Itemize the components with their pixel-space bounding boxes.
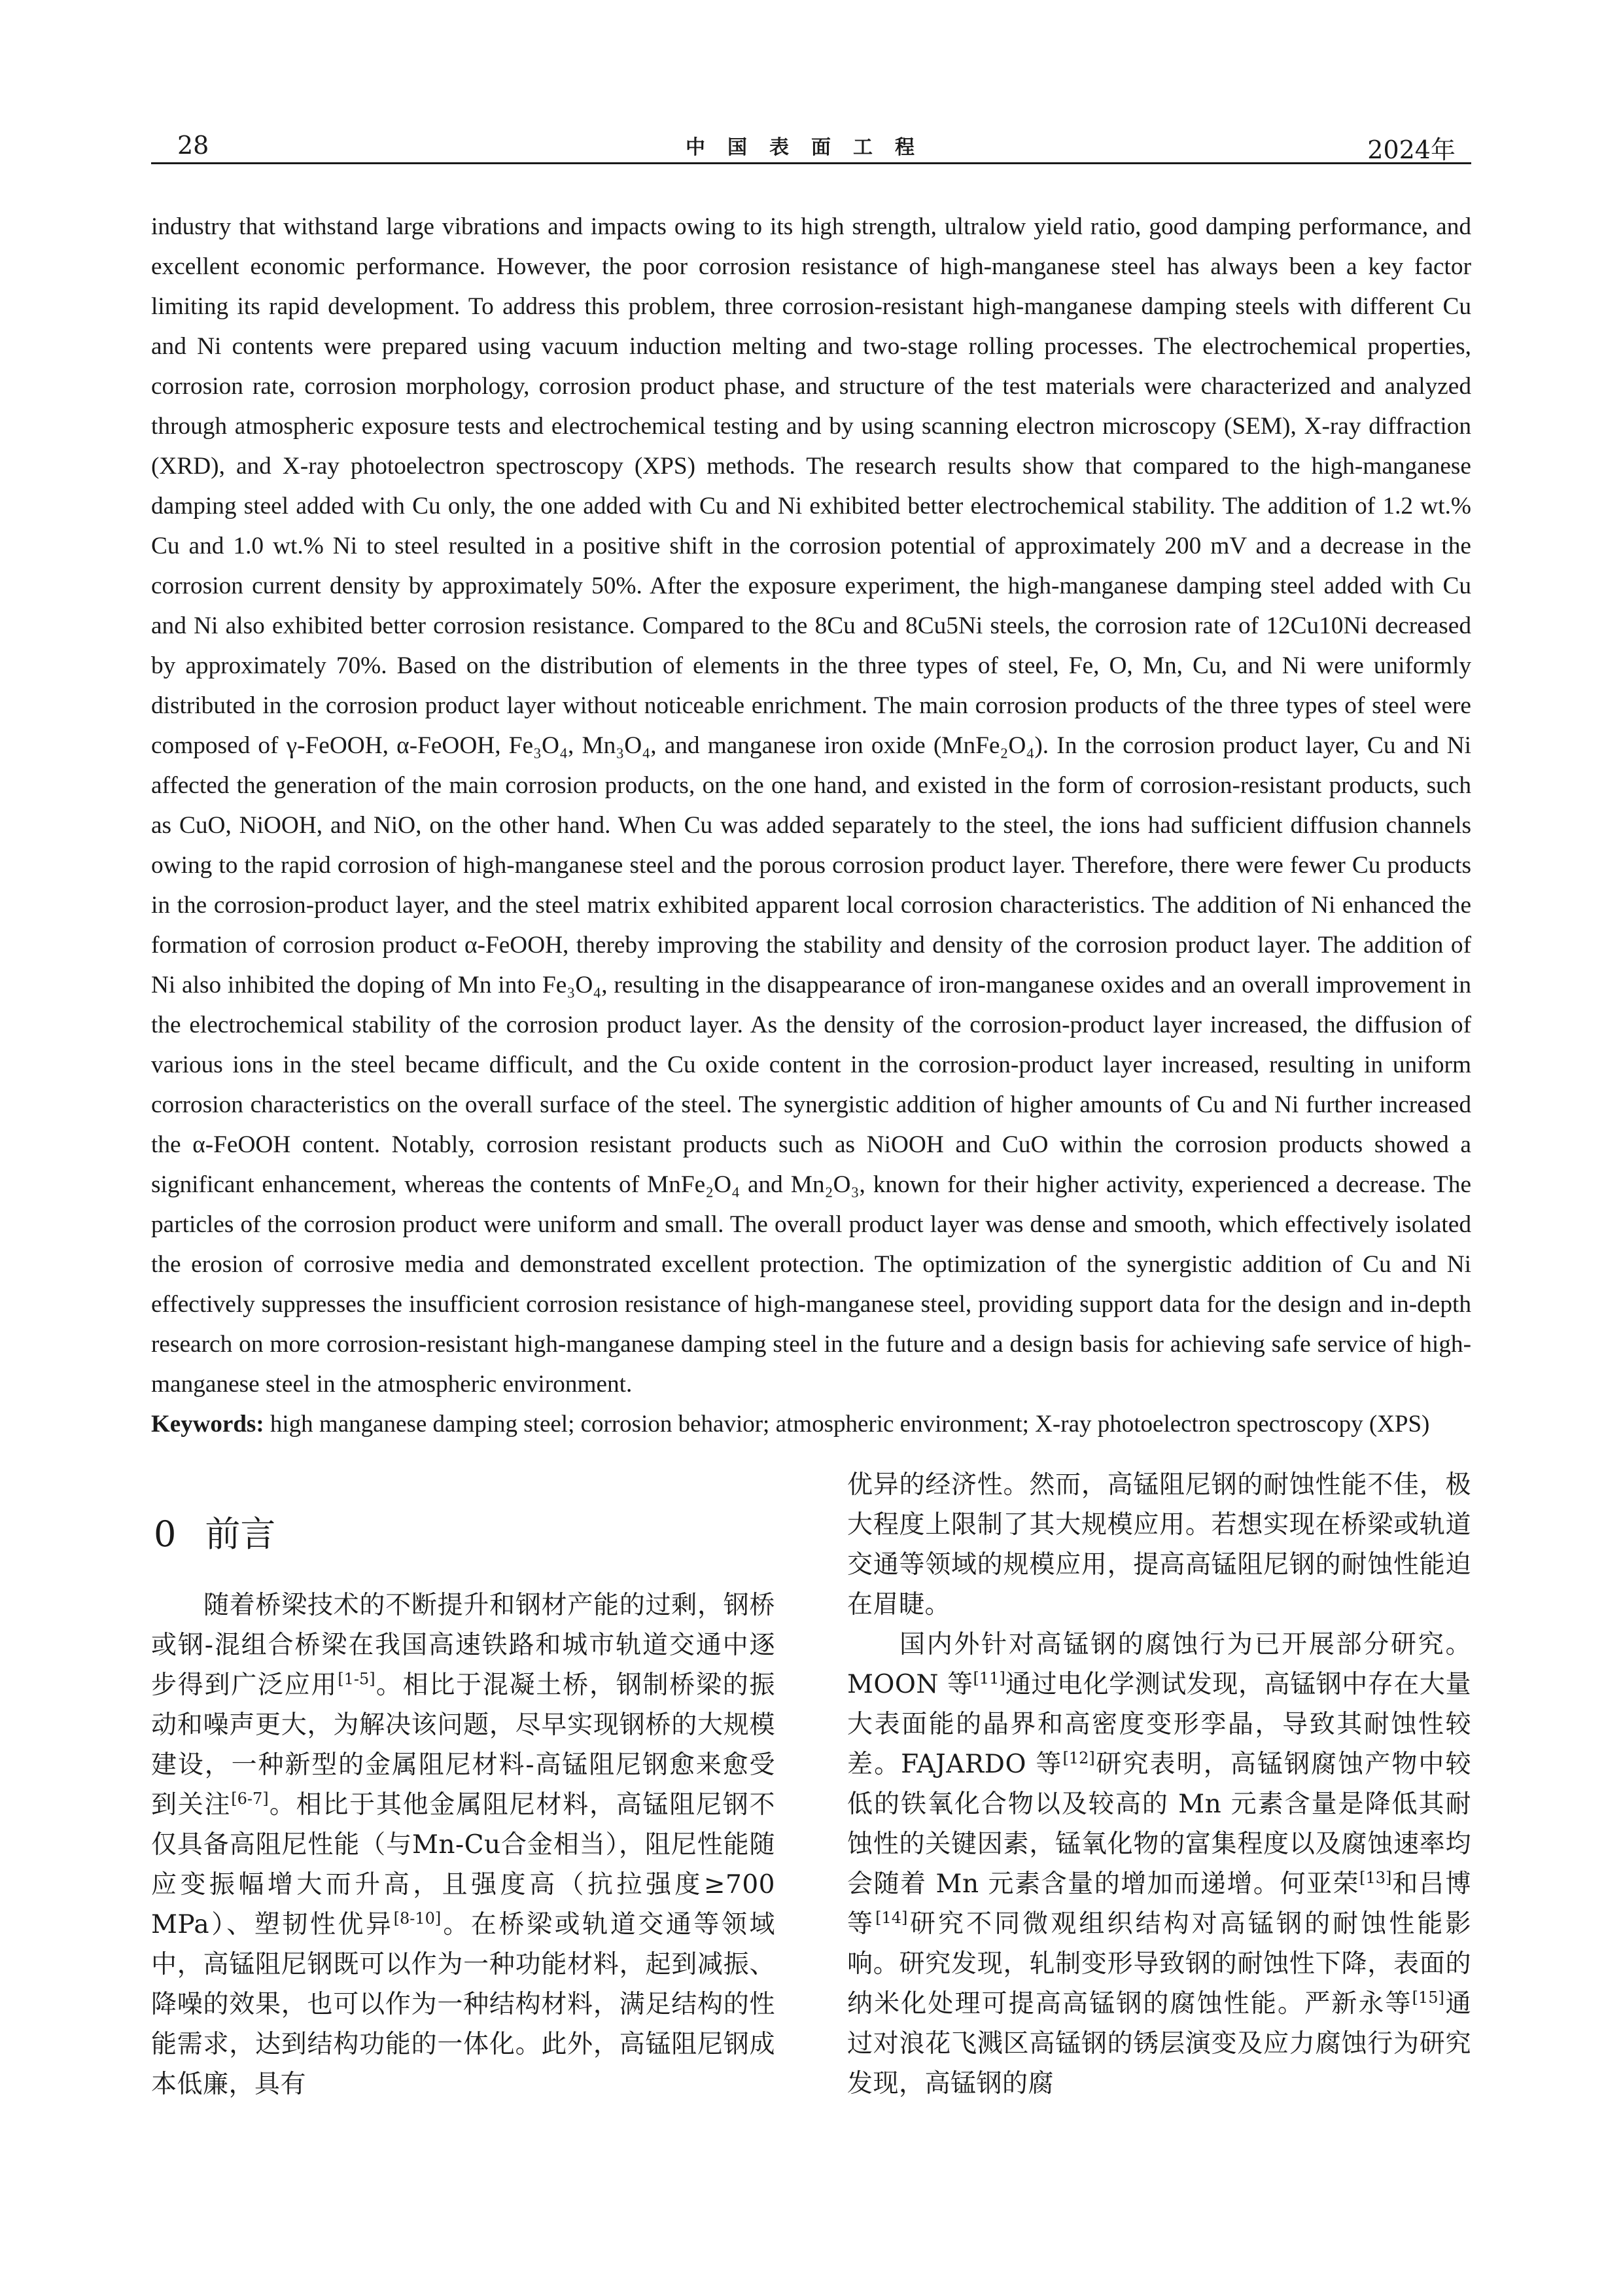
section-heading — [154, 1507, 775, 1562]
citation: [6-7] — [231, 1790, 269, 1808]
text-run: 通过电化学测试发现，高锰钢中存在大量大表面能的晶界和高密度变形孪晶，导致其耐蚀性较差。FAJARDO 等 — [847, 1670, 1471, 1779]
citation: [13] — [1359, 1869, 1392, 1887]
text-run: 和吕博等 — [847, 1869, 1471, 1939]
keywords-line — [151, 1404, 1471, 1444]
citation: [8-10] — [393, 1909, 442, 1928]
right-column — [847, 1465, 1471, 2104]
text-run: 。在桥梁或轨道交通等领域中，高锰阻尼钢既可以作为一种功能材料，起到减振、降噪的效果，也可以作为一种结构材料，满足结构的性能需求，达到结构功能的一体化。此外，高锰阻尼钢成本低廉，具有 — [151, 1910, 775, 2099]
text-run: 。相比于其他金属阻尼材料，高锰阻尼钢不仅具备高阻尼性能（与Mn-Cu合金相当），阻尼性能随应变振幅增大而升高，且强度高（抗拉强度≥700 MPa）、塑韧性优异 — [151, 1790, 775, 1939]
citation: [1-5] — [338, 1670, 375, 1688]
text-run: 随着桥梁技术的不断提升和钢材产能的过剩，钢桥或钢-混组合桥梁在我国高速铁路和城市轨道交通中逐步得到广泛应用 — [151, 1591, 775, 1700]
running-header — [151, 122, 1471, 168]
intro-paragraph-1 — [151, 1585, 775, 2104]
text-run: 研究不同微观组织结构对高锰钢的耐蚀性能影响。研究发现，轧制变形导致钢的耐蚀性下降，表面的纳米化处理可提高高锰钢的腐蚀性能。严新永等 — [847, 1909, 1471, 2019]
citation: [14] — [875, 1909, 908, 1927]
citation: [15] — [1412, 1988, 1444, 2007]
intro-paragraph-1-continued: 优异的经济性。然而，高锰阻尼钢的耐蚀性能不佳，极大程度上限制了其大规模应用。若想实现在桥梁或轨道交通等领域的规模应用，提高高锰阻尼钢的耐蚀性能迫在眉睫。 — [847, 1470, 1471, 1619]
text-run: 。相比于混凝土桥，钢制桥梁的振动和噪声更大，为解决该问题，尽早实现钢桥的大规模建设，一种新型的金属阻尼材料-高锰阻尼钢愈来愈受到关注 — [151, 1670, 775, 1820]
keywords-text: high manganese damping steel; corrosion behavior; atmospheric environment; X-ray photoelectron spectroscopy (XPS) — [270, 1411, 1430, 1438]
citation: [11] — [973, 1669, 1005, 1687]
intro-paragraph-2 — [847, 1625, 1471, 2104]
section-title: 前言 — [205, 1513, 276, 1555]
abstract-body — [151, 207, 1471, 1404]
citation: [12] — [1062, 1749, 1095, 1767]
page-number: 28 — [177, 131, 209, 160]
abstract-text: industry that withstand large vibrations and impacts owing to its high strength, ultralow yield ratio, good damping performance, and excellent economic performance. However, the poor corrosion resistance of high-manganese steel has always been a key factor limiting its rapid development. To address this problem, three corrosion-resistant high-manganese damping steels with different Cu and Ni contents were prepared using vacuum induction melting and two-stage rolling processes. The electrochemical properties, corrosion rate, corrosion morphology, corrosion product phase, and structure of the test materials were characterized and analyzed through atmospheric exposure tests and electrochemical testing and by using scanning electron microscopy (SEM), X-ray diffraction (XRD), and X-ray photoelectron spectroscopy (XPS) methods. The research results show that compared to the high-manganese damping steel added with Cu only, the one added with Cu and Ni exhibited better electrochemical stability. The addition of 1.2 wt.% Cu and 1.0 wt.% Ni to steel resulted in a positive shift in the corrosion potential of approximately 200 mV and a decrease in the corrosion current density by approximately 50%. After the exposure experiment, the high-manganese damping steel added with Cu and Ni also exhibited better corrosion resistance. Compared to the 8Cu and 8Cu5Ni steels, the corrosion rate of 12Cu10Ni decreased by approximately 70%. Based on the distribution of elements in the three types of steel, Fe, O, Mn, Cu, and Ni were uniformly distributed in the corrosion product layer without noticeable enrichment. The main corrosion products of the three types of steel were composed of γ-FeOOH, α-FeOOH, Fe₃O₄, Mn₃O₄, and manganese iron oxide (MnFe₂O₄). In the corrosion product layer, Cu and Ni affected the generation of the main corrosion products, on the one hand, and existed in the form of corrosion-resistant products, such as CuO, NiOOH, and NiO, on the other hand. When Cu was added separately to the steel, the ions had sufficient diffusion channels owing to the rapid corrosion of high-manganese steel and the porous corrosion product layer. Therefore, there were fewer Cu products in the corrosion-product layer, and the steel matrix exhibited apparent local corrosion characteristics. The addition of Ni enhanced the formation of corrosion product α-FeOOH, thereby improving the stability and density of the corrosion product layer. The addition of Ni also inhibited the doping of Mn into Fe₃O₄, resulting in the disappearance of iron-manganese oxides and an overall improvement in the electrochemical stability of the corrosion product layer. As the density of the corrosion-product layer increased, the diffusion of various ions in the steel became difficult, and the Cu oxide content in the corrosion-product layer increased, resulting in uniform corrosion characteristics on the overall surface of the steel. The synergistic addition of higher amounts of Cu and Ni further increased the α-FeOOH content. Notably, corrosion resistant products such as NiOOH and CuO within the corrosion products showed a significant enhancement, whereas the contents of MnFe₂O₄ and Mn₂O₃, known for their higher activity, experienced a decrease. The particles of the corrosion product were uniform and small. The overall product layer was dense and smooth, which effectively isolated the erosion of corrosive media and demonstrated excellent protection. The optimization of the synergistic addition of Cu and Ni effectively suppresses the insufficient corrosion resistance of high-manganese steel, providing support data for the design and in-depth research on more corrosion-resistant high-manganese damping steel in the future and a design basis for achieving safe service of high-manganese steel in the atmospheric environment. — [151, 213, 1471, 1398]
journal-title: 中国表面工程 — [686, 136, 937, 159]
keywords-label: Keywords: — [151, 1411, 264, 1438]
left-column — [151, 1462, 775, 2104]
text-run: 通过对浪花飞溅区高锰钢的锈层演变及应力腐蚀行为研究发现，高锰钢的腐 — [847, 1989, 1471, 2098]
section-number: 0 — [154, 1513, 177, 1555]
header-rule — [151, 162, 1471, 164]
header-year: 2024年 — [1367, 135, 1456, 164]
text-run: 研究表明，高锰钢腐蚀产物中较低的铁氧化合物以及较高的 Mn 元素含量是降低其耐蚀性的关键因素，锰氧化物的富集程度以及腐蚀速率均会随着 Mn 元素含量的增加而递增。何亚荣 — [847, 1750, 1471, 1899]
text-run: 国内外针对高锰钢的腐蚀行为已开展部分研究。MOON 等 — [847, 1630, 1471, 1699]
